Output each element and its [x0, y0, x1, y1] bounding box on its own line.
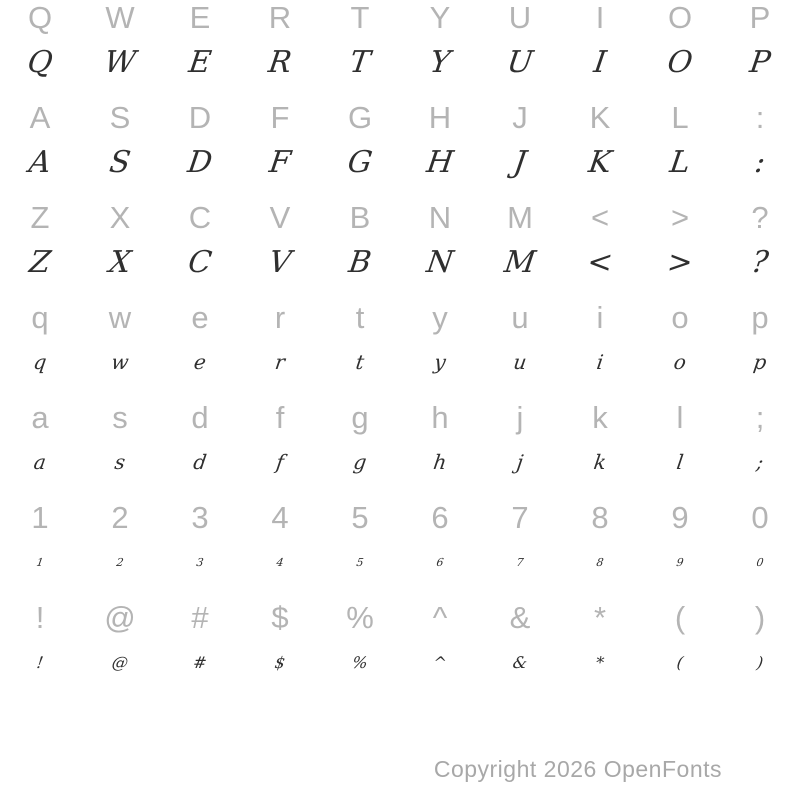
script-glyph: M: [502, 244, 538, 280]
script-glyph: ?: [749, 244, 771, 280]
reference-glyph: E: [189, 0, 211, 35]
reference-glyph: !: [35, 600, 45, 635]
script-glyph: 0: [755, 555, 765, 569]
reference-glyph: y: [432, 300, 448, 335]
copyright-text: Copyright 2026 OpenFonts: [433, 756, 722, 782]
reference-glyph: L: [671, 100, 689, 135]
script-glyph: @: [110, 652, 130, 672]
script-glyph: t: [354, 350, 366, 374]
reference-glyph: 7: [511, 500, 529, 535]
script-glyph: o: [672, 350, 688, 374]
reference-glyph: r: [274, 300, 286, 335]
script-glyph: ): [755, 652, 765, 672]
reference-glyph: (: [674, 600, 686, 635]
glyph-row-uppercase-zxcv-row: [0, 200, 800, 300]
reference-glyph: 5: [351, 500, 369, 535]
script-glyph: q: [31, 350, 49, 374]
script-glyph: H: [424, 144, 456, 180]
script-glyph: ^: [431, 652, 449, 672]
script-glyph: C: [186, 244, 214, 280]
reference-glyph: F: [270, 100, 290, 135]
script-glyph: L: [667, 144, 693, 180]
reference-glyph: Y: [429, 0, 451, 35]
reference-glyph: <: [590, 200, 610, 235]
script-glyph: *: [594, 652, 606, 672]
glyph-row-lowercase-asdf-row: [0, 400, 800, 500]
reference-glyph: a: [31, 400, 49, 435]
reference-glyph: S: [109, 100, 131, 135]
reference-glyph: G: [347, 100, 373, 135]
script-glyph: j: [515, 450, 525, 474]
script-glyph: Y: [427, 44, 453, 80]
script-glyph: S: [107, 144, 133, 180]
reference-line: [0, 400, 800, 436]
reference-glyph: q: [31, 300, 49, 335]
script-line: [0, 236, 800, 288]
reference-glyph: 9: [671, 500, 689, 535]
glyph-row-uppercase-qwerty-row: [0, 0, 800, 100]
reference-glyph: Q: [27, 0, 53, 35]
script-glyph: G: [345, 144, 375, 180]
script-glyph: 1: [35, 555, 45, 569]
reference-glyph: j: [516, 400, 524, 435]
reference-glyph: s: [112, 400, 128, 435]
script-glyph: f: [274, 450, 286, 474]
reference-glyph: I: [595, 0, 605, 35]
reference-glyph: *: [593, 600, 607, 635]
script-glyph: p: [751, 350, 769, 374]
reference-glyph: 4: [271, 500, 289, 535]
reference-glyph: ): [754, 600, 766, 635]
reference-glyph: V: [269, 200, 291, 235]
reference-glyph: P: [749, 0, 771, 35]
reference-glyph: ?: [751, 200, 769, 235]
reference-glyph: 3: [191, 500, 209, 535]
script-line: [0, 36, 800, 88]
reference-glyph: D: [188, 100, 212, 135]
script-glyph: :: [752, 144, 768, 180]
script-glyph: <: [584, 244, 616, 280]
script-glyph: s: [113, 450, 127, 474]
reference-glyph: ;: [755, 400, 765, 435]
script-glyph: I: [591, 44, 609, 80]
script-glyph: e: [192, 350, 208, 374]
script-glyph: g: [351, 450, 369, 474]
script-glyph: D: [185, 144, 215, 180]
reference-glyph: B: [349, 200, 371, 235]
reference-glyph: e: [191, 300, 209, 335]
script-glyph: l: [675, 450, 685, 474]
reference-glyph: i: [596, 300, 604, 335]
glyph-row-symbols-row: [0, 600, 800, 700]
reference-glyph: p: [751, 300, 769, 335]
script-glyph: R: [266, 44, 294, 80]
reference-glyph: g: [351, 400, 369, 435]
reference-glyph: w: [108, 300, 132, 335]
script-glyph: U: [504, 44, 536, 80]
reference-glyph: @: [104, 600, 136, 635]
script-glyph: ;: [754, 450, 766, 474]
script-glyph: Q: [25, 44, 55, 80]
reference-glyph: 6: [431, 500, 449, 535]
script-glyph: J: [511, 144, 529, 180]
reference-line: [0, 600, 800, 636]
script-glyph: 4: [275, 555, 285, 569]
reference-glyph: A: [29, 100, 51, 135]
script-glyph: h: [431, 450, 449, 474]
reference-glyph: 2: [111, 500, 129, 535]
script-glyph: F: [267, 144, 293, 180]
reference-glyph: 0: [751, 500, 769, 535]
script-glyph: !: [35, 652, 45, 672]
script-glyph: W: [102, 44, 138, 80]
reference-line: [0, 500, 800, 536]
reference-glyph: %: [346, 600, 374, 635]
script-glyph: Z: [27, 244, 53, 280]
reference-line: [0, 200, 800, 236]
reference-glyph: h: [431, 400, 449, 435]
reference-glyph: Z: [30, 200, 50, 235]
script-glyph: k: [592, 450, 608, 474]
script-glyph: V: [266, 244, 294, 280]
script-glyph: d: [191, 450, 209, 474]
reference-glyph: C: [188, 200, 212, 235]
script-glyph: u: [511, 350, 529, 374]
reference-glyph: O: [667, 0, 693, 35]
reference-glyph: &: [509, 600, 531, 635]
reference-glyph: R: [268, 0, 292, 35]
script-line: [0, 536, 800, 588]
script-glyph: a: [32, 450, 48, 474]
script-glyph: A: [26, 144, 54, 180]
script-glyph: 5: [355, 555, 365, 569]
script-glyph: 3: [195, 555, 205, 569]
script-glyph: 2: [115, 555, 125, 569]
script-line: [0, 436, 800, 488]
reference-glyph: 8: [591, 500, 609, 535]
script-glyph: %: [351, 652, 369, 672]
script-glyph: r: [273, 350, 287, 374]
script-glyph: $: [273, 652, 287, 672]
script-line: [0, 636, 800, 688]
script-glyph: &: [511, 652, 529, 672]
script-glyph: i: [595, 350, 605, 374]
script-glyph: (: [675, 652, 685, 672]
reference-glyph: K: [589, 100, 611, 135]
reference-glyph: J: [512, 100, 528, 135]
reference-line: [0, 0, 800, 36]
reference-glyph: :: [755, 100, 765, 135]
script-line: [0, 336, 800, 388]
reference-glyph: t: [355, 300, 365, 335]
script-line: [0, 136, 800, 188]
script-glyph: P: [747, 44, 773, 80]
script-glyph: w: [109, 350, 131, 374]
reference-glyph: U: [508, 0, 532, 35]
script-glyph: >: [664, 244, 696, 280]
script-glyph: O: [665, 44, 695, 80]
script-glyph: y: [432, 350, 448, 374]
reference-glyph: o: [671, 300, 689, 335]
glyph-row-digits-row: [0, 500, 800, 600]
reference-glyph: T: [350, 0, 370, 35]
reference-glyph: X: [109, 200, 131, 235]
glyph-row-uppercase-asdf-row: [0, 100, 800, 200]
reference-glyph: u: [511, 300, 529, 335]
reference-glyph: >: [670, 200, 690, 235]
script-glyph: #: [191, 652, 209, 672]
reference-line: [0, 100, 800, 136]
reference-glyph: d: [191, 400, 209, 435]
reference-glyph: W: [105, 0, 135, 35]
glyph-row-lowercase-qwerty-row: [0, 300, 800, 400]
script-glyph: T: [347, 44, 373, 80]
script-glyph: N: [424, 244, 456, 280]
script-glyph: 8: [595, 555, 605, 569]
script-glyph: B: [346, 244, 374, 280]
reference-glyph: N: [428, 200, 452, 235]
reference-glyph: M: [507, 200, 533, 235]
reference-glyph: f: [275, 400, 285, 435]
reference-glyph: #: [191, 600, 209, 635]
script-glyph: 6: [435, 555, 445, 569]
script-glyph: 7: [515, 555, 525, 569]
script-glyph: X: [106, 244, 134, 280]
reference-glyph: ^: [432, 600, 448, 635]
reference-glyph: l: [676, 400, 684, 435]
reference-glyph: 1: [31, 500, 49, 535]
reference-line: [0, 300, 800, 336]
reference-glyph: k: [592, 400, 608, 435]
script-glyph: E: [186, 44, 214, 80]
script-glyph: K: [586, 144, 614, 180]
script-glyph: 9: [675, 555, 685, 569]
reference-glyph: H: [428, 100, 452, 135]
reference-glyph: $: [271, 600, 289, 635]
